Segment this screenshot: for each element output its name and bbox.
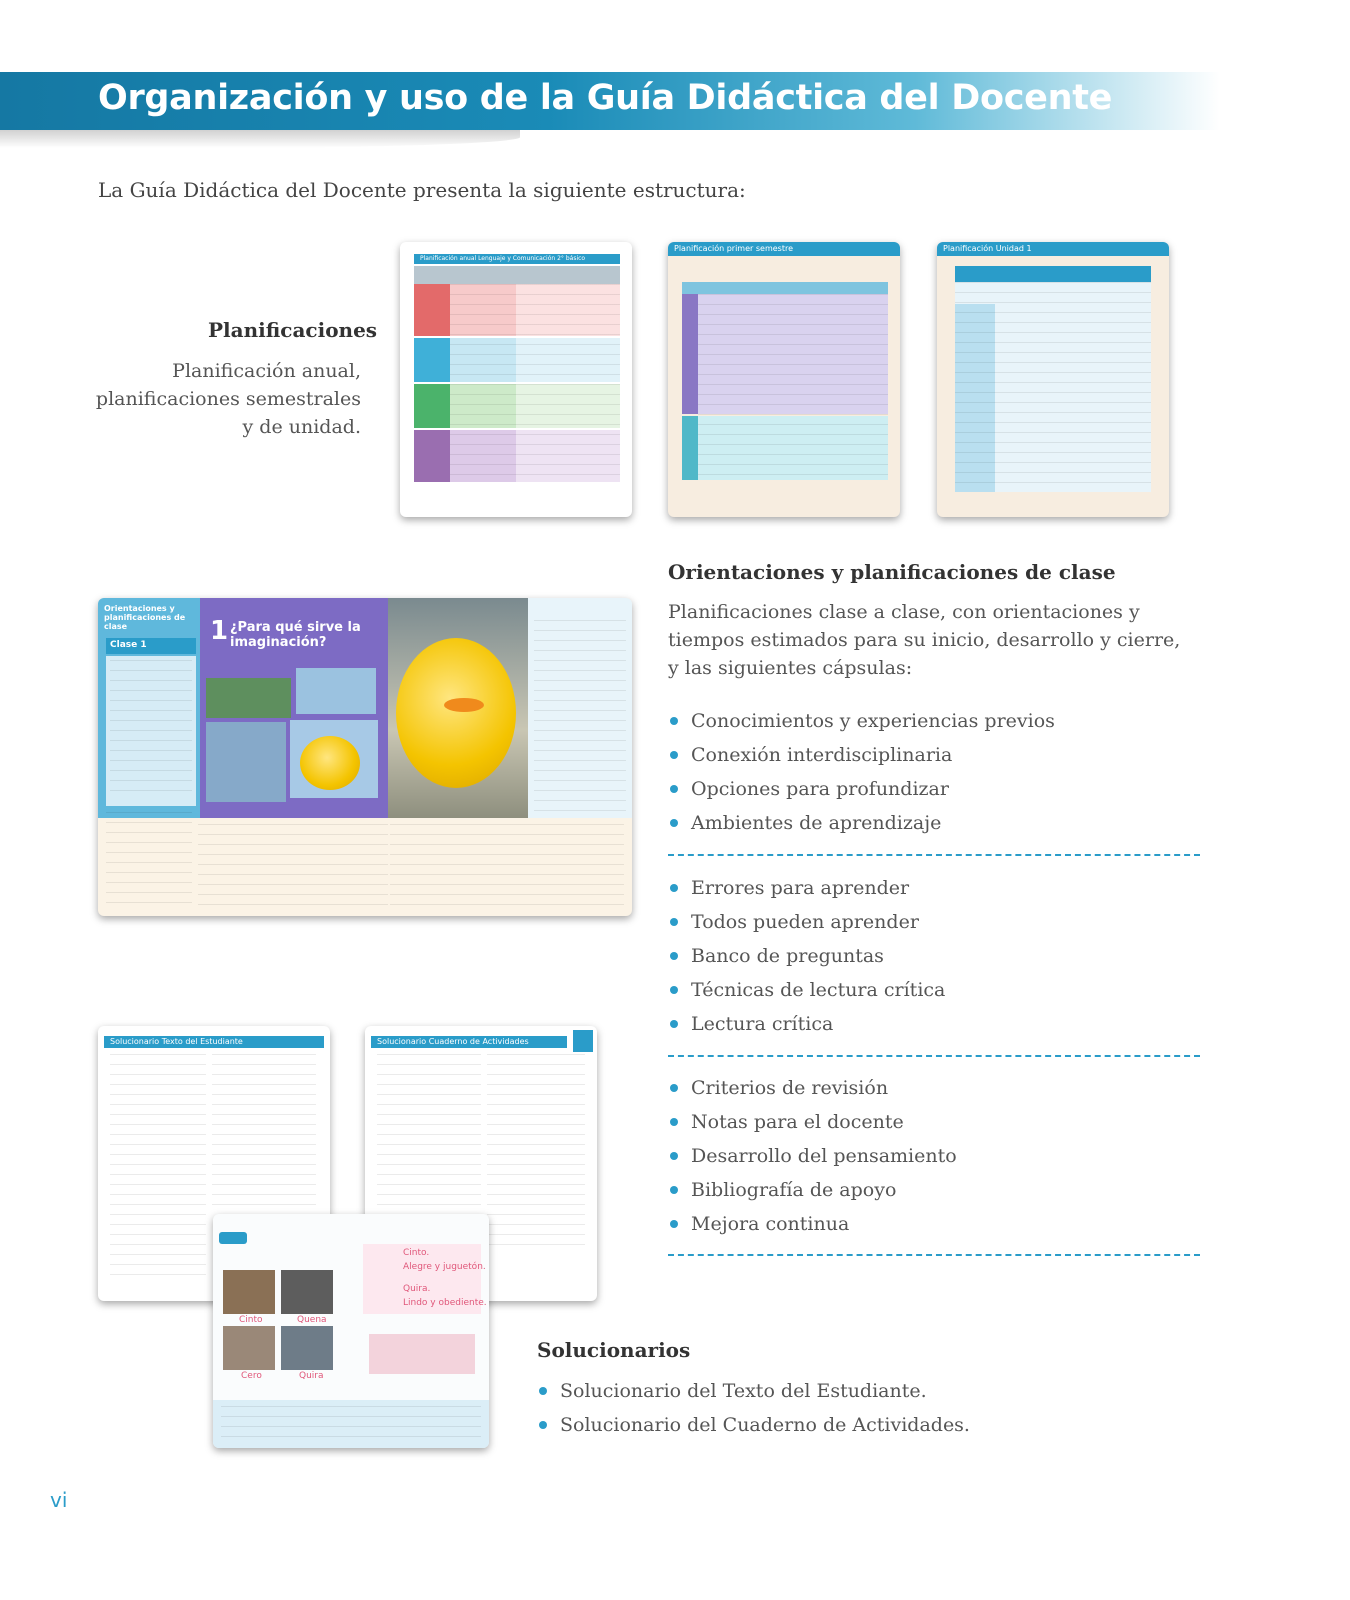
pet-name: Quena bbox=[297, 1315, 327, 1325]
orientaciones-title: Orientaciones y planificaciones de clase bbox=[668, 560, 1116, 584]
capsula-item: Ambientes de aprendizaje bbox=[668, 806, 1055, 840]
capsula-item: Criterios de revisión bbox=[668, 1071, 957, 1105]
banner-shadow bbox=[0, 130, 520, 148]
capsula-item: Lectura crítica bbox=[668, 1007, 945, 1041]
planificaciones-line: Planificación anual, bbox=[172, 360, 361, 382]
capsula-item: Conexión interdisciplinaria bbox=[668, 738, 1055, 772]
capsula-item: Mejora continua bbox=[668, 1207, 957, 1241]
page-number: vi bbox=[50, 1488, 68, 1512]
capsula-item: Todos pueden aprender bbox=[668, 905, 945, 939]
spread-unit-title: ¿Para qué sirve la imaginación? bbox=[230, 620, 361, 650]
planificacion-anual-thumbnail bbox=[400, 242, 632, 517]
answer-text: Lindo y obediente. bbox=[403, 1298, 487, 1308]
solucionarios-title: Solucionarios bbox=[537, 1338, 691, 1362]
capsula-item: Errores para aprender bbox=[668, 871, 945, 905]
capsulas-list-2 bbox=[668, 871, 945, 1041]
solucionarios-list bbox=[537, 1374, 970, 1442]
answer-text: Alegre y juguetón. bbox=[403, 1262, 486, 1272]
capsula-item: Bibliografía de apoyo bbox=[668, 1173, 957, 1207]
orientaciones-line: tiempos estimados para su inicio, desarrollo y cierre, bbox=[668, 629, 1181, 651]
answer-text: Quira. bbox=[403, 1284, 431, 1294]
solucionario-item: Solucionario del Cuaderno de Actividades. bbox=[537, 1408, 970, 1442]
page-title: Organización y uso de la Guía Didáctica del Docente bbox=[98, 78, 1113, 118]
capsula-item: Notas para el docente bbox=[668, 1105, 957, 1139]
spread-unit-number: 1 bbox=[210, 616, 229, 646]
planificaciones-title: Planificaciones bbox=[208, 318, 378, 342]
planificaciones-line: y de unidad. bbox=[242, 416, 361, 438]
capsulas-list-1 bbox=[668, 704, 1055, 840]
pet-name: Cero bbox=[241, 1371, 262, 1381]
planificacion-unidad-thumbnail bbox=[937, 242, 1169, 517]
capsula-item: Desarrollo del pensamiento bbox=[668, 1139, 957, 1173]
solucionario-detalle-thumbnail bbox=[213, 1214, 489, 1448]
orientaciones-line: Planificaciones clase a clase, con orientaciones y bbox=[668, 601, 1140, 623]
orientaciones-line: y las siguientes cápsulas: bbox=[668, 657, 913, 679]
dashed-divider bbox=[668, 1055, 1200, 1057]
dashed-divider bbox=[668, 854, 1200, 856]
intro-text: La Guía Didáctica del Docente presenta la siguiente estructura: bbox=[98, 178, 746, 202]
answer-text: Cinto. bbox=[403, 1248, 430, 1258]
spread-clase-label: Clase 1 bbox=[110, 640, 147, 650]
capsula-item: Banco de preguntas bbox=[668, 939, 945, 973]
planificaciones-description bbox=[41, 357, 361, 441]
solucionario-item: Solucionario del Texto del Estudiante. bbox=[537, 1374, 970, 1408]
thumbnail-header: Planificación anual Lenguaje y Comunicación 2° básico bbox=[414, 254, 620, 264]
capsula-item: Conocimientos y experiencias previos bbox=[668, 704, 1055, 738]
pet-name: Quira bbox=[299, 1371, 324, 1381]
planificacion-semestral-thumbnail bbox=[668, 242, 900, 517]
pet-name: Cinto bbox=[239, 1315, 263, 1325]
thumbnail-header: Planificación primer semestre bbox=[668, 242, 900, 256]
spread-left-header: Orientaciones y planificaciones de clase bbox=[104, 604, 186, 631]
title-banner bbox=[0, 72, 1220, 130]
orientaciones-spread-thumbnail bbox=[98, 598, 632, 916]
planificaciones-line: planificaciones semestrales bbox=[95, 388, 361, 410]
orientaciones-description bbox=[668, 598, 1228, 682]
dashed-divider bbox=[668, 1254, 1200, 1256]
thumbnail-header: Solucionario Cuaderno de Actividades bbox=[371, 1036, 567, 1048]
thumbnail-header: Planificación Unidad 1 bbox=[937, 242, 1169, 256]
thumbnail-header: Solucionario Texto del Estudiante bbox=[104, 1036, 324, 1048]
capsulas-list-3 bbox=[668, 1071, 957, 1241]
capsula-item: Opciones para profundizar bbox=[668, 772, 1055, 806]
capsula-item: Técnicas de lectura crítica bbox=[668, 973, 945, 1007]
